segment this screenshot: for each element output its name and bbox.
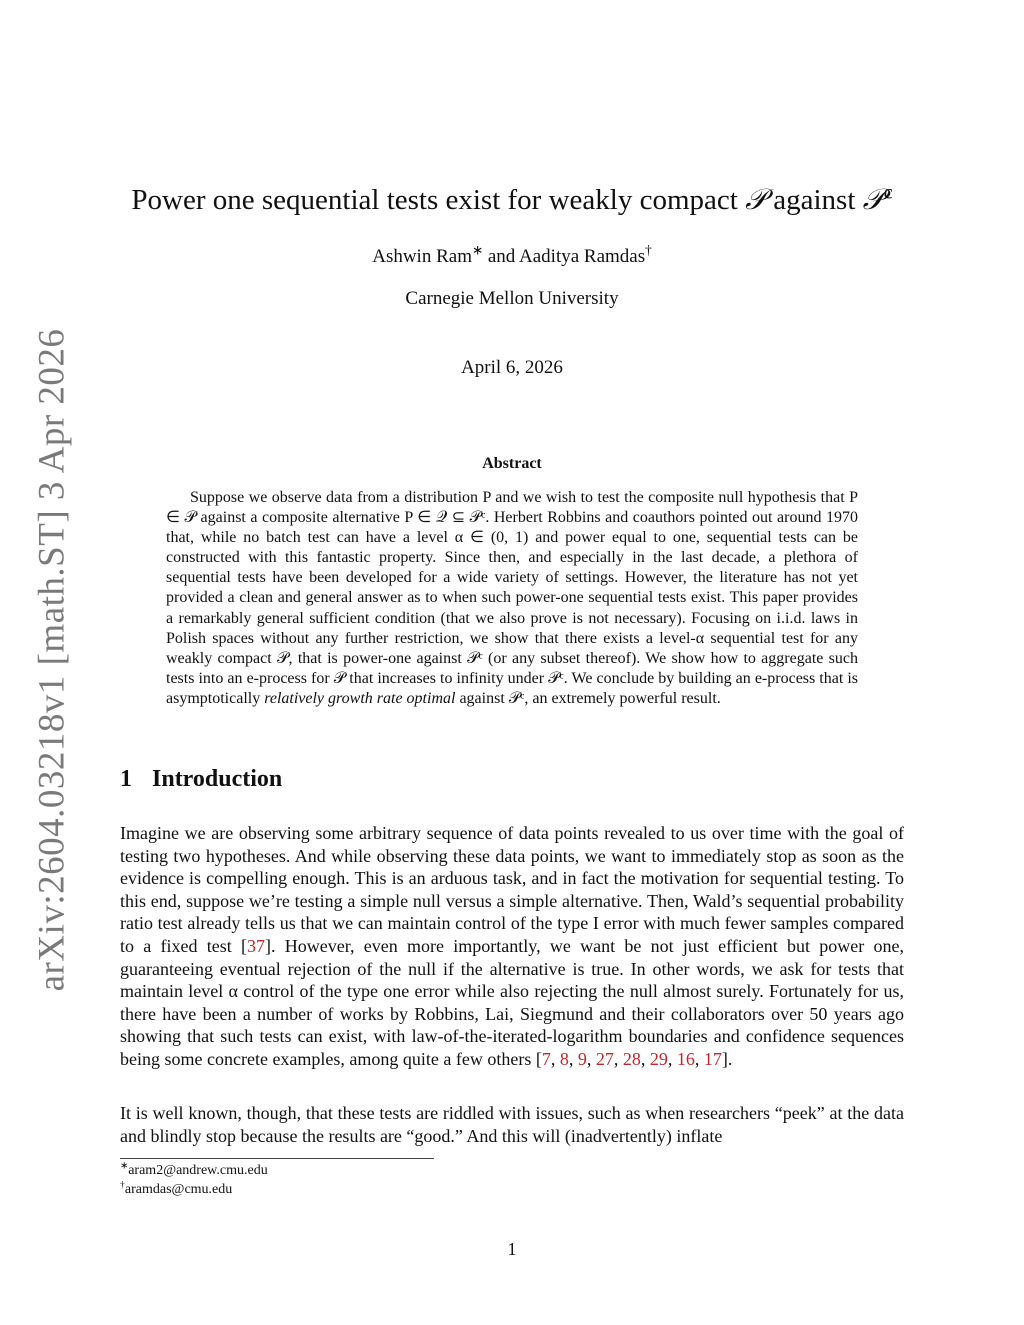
author-1: Ashwin Ram	[372, 246, 472, 267]
arxiv-side-stamp: arXiv:2604.03218v1 [math.ST] 3 Apr 2026	[31, 328, 73, 992]
title-superscript-c: c	[883, 181, 893, 204]
intro-paragraph-1: Imagine we are observing some arbitrary sequence of data points revealed to us over time with the goal of testing two hypotheses. And while observing these data points, we want to immediately stop as soon as the evidence is compelling enough. This is an arduous task, and in fact the motivation for sequential testing. To this end, suppose we’re testing a simple null versus a simple alternative. Then, Wald’s sequential probability ratio test already tells us that we can maintain control of the type I error with much fewer samples compared to a fixed test [37]. However, even more importantly, we want be not just efficient but power one, guaranteeing eventual rejection of the null if the alternative is true. In other words, we ask for tests that maintain level α control of the type one error while also rejecting the null almost surely. Fortunately for us, there have been a number of works by Robbins, Lai, Siegmund and their collaborators over 50 years ago showing that such tests can exist, with law-of-the-iterated-logarithm boundaries and confidence sequences being some concrete examples, among quite a few others [7, 8, 9, 27, 28, 29, 16, 17].	[120, 823, 905, 1069]
author-conjunction: and	[483, 246, 520, 267]
para1-text-a: Imagine we are observing some arbitrary sequence of data points revealed to us over time with the goal of testing two hypotheses. And while observing these data points, we want to immediately stop as soon as the evidence is compelling enough. This is an arduous task, and in fact the motivation for sequential testing. To this end, suppose we’re testing a simple null versus a simple alternative. Then, Wald’s sequential probability ratio test already tells us that we can maintain control of the type I error with much fewer samples compared to a fixed test [	[120, 823, 904, 956]
citation-link[interactable]: 8	[559, 1048, 569, 1069]
footnote-divider	[120, 1158, 434, 1159]
footnote-2	[120, 1179, 233, 1198]
footnote-2-email: aramdas@cmu.edu	[124, 1182, 233, 1197]
title-part2: against	[766, 184, 863, 216]
abstract-body	[166, 488, 858, 709]
citation-link[interactable]: 16	[676, 1048, 695, 1069]
para1-text-c: ].	[721, 1048, 733, 1069]
citation-link[interactable]: 28	[622, 1048, 641, 1069]
section-heading	[120, 766, 282, 793]
intro-paragraph-2: It is well known, though, that these tests are riddled with issues, such as when researchers “peek” at the data and blindly stop because the results are “good.” And this will (inadvertently) inflate	[120, 1103, 904, 1146]
citation-link[interactable]: 27	[595, 1048, 614, 1069]
author-1-mark: ∗	[471, 242, 484, 258]
paper-title	[0, 181, 1024, 217]
abstract-italic-phrase: relatively growth rate optimal	[264, 689, 456, 707]
title-symbol-pc: 𝒫	[862, 184, 884, 216]
page-number: 1	[507, 1239, 517, 1259]
abstract-heading: Abstract	[482, 455, 542, 472]
abstract-text: Suppose we observe data from a distribution P and we wish to test the composite null hypothesis that P ∈ 𝒫 against a composite alternative P ∈ 𝒬 ⊆ 𝒫ᶜ. Herbert Robbins and coauthors pointed out around 1970 that, while no batch test can have a level α ∈ (0, 1) and power equal to one, sequential tests can be constructed with this fantastic property. Since then, and especially in the last decade, a plethora of sequential tests have been developed for a wide variety of settings. However, the literature has not yet provided a clean and general answer as to when such power-one sequential tests exist. This paper provides a remarkably general sufficient condition (that we also prove is not necessary). Focusing on i.i.d. laws in Polish spaces without any further restriction, we show that there exists a level-α sequential test for any weakly compact 𝒫, that is power-one against 𝒫ᶜ (or any subset thereof). We show how to aggregate such tests into an e-process for 𝒫 that increases to infinity under 𝒫ᶜ. We conclude by building an e-process that is asymptotically	[166, 489, 858, 707]
footnote-1-email: aram2@andrew.cmu.edu	[128, 1163, 268, 1178]
title-symbol-p: 𝒫	[745, 184, 766, 216]
section-title: Introduction	[152, 766, 283, 792]
citation-link[interactable]: 29	[649, 1048, 668, 1069]
title-part1: Power one sequential tests exist for weakly compact	[131, 184, 746, 216]
affiliation: Carnegie Mellon University	[405, 288, 619, 309]
citation-link[interactable]: 7	[541, 1048, 551, 1069]
para1-text-b: ]. However, even more importantly, we want be not just efficient but power one, guaranteeing eventual rejection of the null if the alternative is true. In other words, we ask for tests that maintain level α control of the type one error while also rejecting the null almost surely. Fortunately for us, there have been a number of works by Robbins, Lai, Siegmund and their collaborators over 50 years ago showing that such tests can exist, with law-of-the-iterated-logarithm boundaries and confidence sequences being some concrete examples, among quite a few others [	[120, 935, 905, 1069]
author-2-mark: †	[645, 242, 652, 258]
citation-link[interactable]: 17	[703, 1048, 722, 1069]
author-line	[0, 242, 1024, 268]
citation-link[interactable]: 37	[247, 935, 266, 956]
citation-link[interactable]: 9	[577, 1048, 587, 1069]
footnote-1	[120, 1160, 268, 1179]
footnote-2-mark: †	[120, 1179, 125, 1191]
paper-date: April 6, 2026	[461, 357, 563, 378]
abstract-tail: against 𝒫ᶜ, an extremely powerful result.	[455, 689, 721, 707]
author-2: Aaditya Ramdas	[519, 246, 646, 267]
footnote-1-mark: ∗	[120, 1160, 129, 1172]
section-number: 1	[120, 766, 132, 792]
